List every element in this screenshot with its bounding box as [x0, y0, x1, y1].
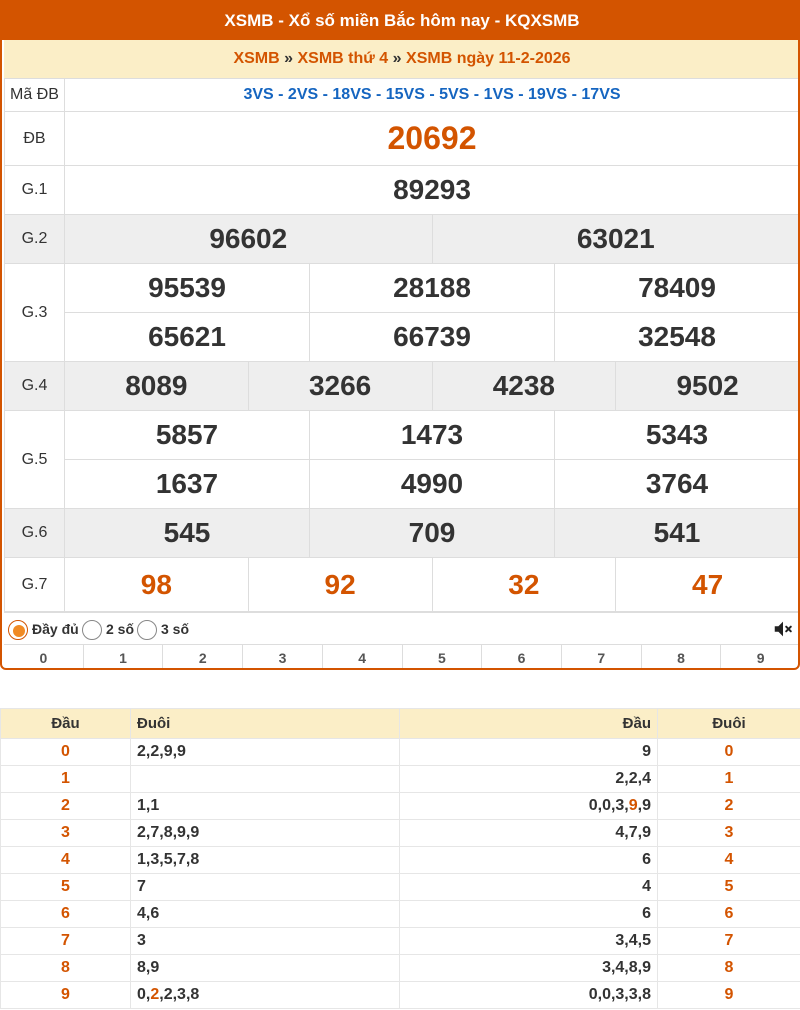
loto-values: 3 — [131, 928, 400, 955]
loto-key: 6 — [1, 901, 131, 928]
loto-values: 4,6 — [131, 901, 400, 928]
loto-values: 3,4,8,9 — [400, 955, 658, 982]
digit-button[interactable]: 6 — [482, 645, 562, 670]
breadcrumb-sep: » — [284, 50, 294, 67]
row-g3 — [5, 264, 800, 313]
col-tail: Đuôi — [658, 709, 800, 739]
prize-number: 65621 — [65, 313, 310, 362]
prize-number: 28188 — [310, 264, 555, 313]
option-label: 3 số — [161, 621, 190, 637]
option-full[interactable] — [8, 619, 79, 639]
prize-label: G.2 — [5, 215, 65, 264]
loto-table — [0, 708, 800, 1009]
col-tail: Đuôi — [131, 709, 400, 739]
prize-number: 1473 — [310, 411, 555, 460]
speaker-muted-icon[interactable] — [772, 618, 794, 640]
prize-label: G.6 — [5, 509, 65, 558]
prize-label: G.5 — [5, 411, 65, 509]
loto-key: 3 — [658, 820, 800, 847]
prize-number: 63021 — [432, 215, 800, 264]
prize-number: 5343 — [555, 411, 800, 460]
loto-key: 9 — [658, 982, 800, 1009]
loto-key: 2 — [658, 793, 800, 820]
display-options — [4, 612, 800, 644]
loto-values-part: ,2,3,8 — [159, 986, 200, 1003]
loto-header — [1, 709, 800, 739]
digit-button[interactable]: 8 — [642, 645, 722, 670]
digit-button[interactable]: 7 — [562, 645, 642, 670]
row-g7 — [5, 558, 800, 612]
loto-values: 4,7,9 — [400, 820, 658, 847]
row-g1 — [5, 166, 800, 215]
prize-number: 3764 — [555, 460, 800, 509]
loto-values: 3,4,5 — [400, 928, 658, 955]
loto-row — [1, 874, 800, 901]
prize-label: ĐB — [5, 112, 65, 166]
prize-number: 4990 — [310, 460, 555, 509]
prize-number: 545 — [65, 509, 310, 558]
option-2-digits[interactable] — [82, 619, 134, 639]
row-g3 — [5, 313, 800, 362]
loto-key: 0 — [658, 739, 800, 766]
loto-key: 7 — [1, 928, 131, 955]
prize-label: Mã ĐB — [5, 79, 65, 112]
loto-values: 4 — [400, 874, 658, 901]
digit-button[interactable]: 2 — [163, 645, 243, 670]
loto-values: 7 — [131, 874, 400, 901]
loto-values: 2,2,9,9 — [131, 739, 400, 766]
results-table — [4, 78, 800, 612]
digit-button[interactable]: 1 — [84, 645, 164, 670]
prize-number: 92 — [248, 558, 432, 612]
prize-number: 32548 — [555, 313, 800, 362]
loto-highlight: 9 — [628, 797, 638, 814]
breadcrumb-date[interactable]: XSMB ngày 11-2-2026 — [406, 50, 571, 67]
loto-key: 8 — [1, 955, 131, 982]
loto-values: 8,9 — [131, 955, 400, 982]
prize-number: 96602 — [65, 215, 433, 264]
digit-button[interactable]: 3 — [243, 645, 323, 670]
prize-number: 9502 — [616, 362, 800, 411]
option-3-digits[interactable] — [137, 619, 189, 639]
loto-row — [1, 901, 800, 928]
digit-button[interactable]: 0 — [4, 645, 84, 670]
loto-values-part: 0,0,3, — [588, 797, 629, 814]
loto-values: 6 — [400, 901, 658, 928]
prize-number: 1637 — [65, 460, 310, 509]
loto-key: 8 — [658, 955, 800, 982]
prize-number: 47 — [616, 558, 800, 612]
row-db — [5, 112, 800, 166]
loto-key: 6 — [658, 901, 800, 928]
prize-number: 4238 — [432, 362, 616, 411]
loto-row — [1, 766, 800, 793]
breadcrumb-xsmb[interactable]: XSMB — [233, 50, 280, 67]
loto-row — [1, 739, 800, 766]
loto-values — [400, 793, 658, 820]
prize-label: G.3 — [5, 264, 65, 362]
loto-values-part: 0, — [137, 986, 151, 1003]
option-label: 2 số — [106, 621, 135, 637]
col-head: Đầu — [400, 709, 658, 739]
prize-number: 78409 — [555, 264, 800, 313]
loto-values: 1,3,5,7,8 — [131, 847, 400, 874]
prize-label: G.1 — [5, 166, 65, 215]
loto-key: 4 — [1, 847, 131, 874]
loto-key: 7 — [658, 928, 800, 955]
radio-icon[interactable] — [82, 620, 102, 640]
breadcrumb-sep: » — [392, 50, 402, 67]
loto-key: 1 — [658, 766, 800, 793]
row-ma-db — [5, 79, 800, 112]
digit-button[interactable]: 9 — [756, 650, 765, 666]
special-prize: 20692 — [65, 112, 800, 166]
loto-values-part: ,9 — [637, 797, 651, 814]
radio-icon[interactable] — [137, 620, 157, 640]
prize-number: 709 — [310, 509, 555, 558]
page-title: XSMB - Xổ số miền Bắc hôm nay - KQXSMB — [2, 2, 800, 40]
loto-row — [1, 982, 800, 1009]
breadcrumb-weekday[interactable]: XSMB thứ 4 — [297, 50, 389, 67]
loto-values: 1,1 — [131, 793, 400, 820]
prize-number: 95539 — [65, 264, 310, 313]
row-g5 — [5, 460, 800, 509]
loto-row — [1, 955, 800, 982]
loto-row — [1, 928, 800, 955]
loto-values: 2,7,8,9,9 — [131, 820, 400, 847]
loto-values — [131, 982, 400, 1009]
option-label: Đầy đủ — [32, 621, 79, 637]
prize-number: 98 — [65, 558, 249, 612]
row-g2 — [5, 215, 800, 264]
loto-highlight: 2 — [150, 986, 160, 1003]
digit-button[interactable]: 5 — [403, 645, 483, 670]
prize-number: 89293 — [65, 166, 800, 215]
loto-key: 2 — [1, 793, 131, 820]
col-head: Đầu — [1, 709, 131, 739]
loto-key: 1 — [1, 766, 131, 793]
loto-key: 0 — [1, 739, 131, 766]
digit-highlighter — [4, 644, 800, 670]
loto-values: 0,0,3,3,8 — [400, 982, 658, 1009]
loto-values: 6 — [400, 847, 658, 874]
radio-selected-icon[interactable] — [8, 620, 28, 640]
row-g4 — [5, 362, 800, 411]
loto-values: 2,2,4 — [400, 766, 658, 793]
digit-button[interactable]: 4 — [323, 645, 403, 670]
prize-number: 3266 — [248, 362, 432, 411]
special-codes: 3VS - 2VS - 18VS - 15VS - 5VS - 1VS - 19VS - 17VS — [65, 79, 800, 112]
loto-row — [1, 793, 800, 820]
breadcrumb — [4, 40, 800, 78]
prize-number: 66739 — [310, 313, 555, 362]
prize-number: 8089 — [65, 362, 249, 411]
loto-key: 4 — [658, 847, 800, 874]
prize-number: 5857 — [65, 411, 310, 460]
loto-values — [131, 766, 400, 793]
loto-row — [1, 820, 800, 847]
loto-values: 9 — [400, 739, 658, 766]
prize-label: G.4 — [5, 362, 65, 411]
loto-key: 5 — [1, 874, 131, 901]
loto-key: 9 — [1, 982, 131, 1009]
prize-label: G.7 — [5, 558, 65, 612]
row-g5 — [5, 411, 800, 460]
prize-number: 32 — [432, 558, 616, 612]
row-g6 — [5, 509, 800, 558]
loto-key: 3 — [1, 820, 131, 847]
loto-key: 5 — [658, 874, 800, 901]
prize-number: 541 — [555, 509, 800, 558]
loto-row — [1, 847, 800, 874]
